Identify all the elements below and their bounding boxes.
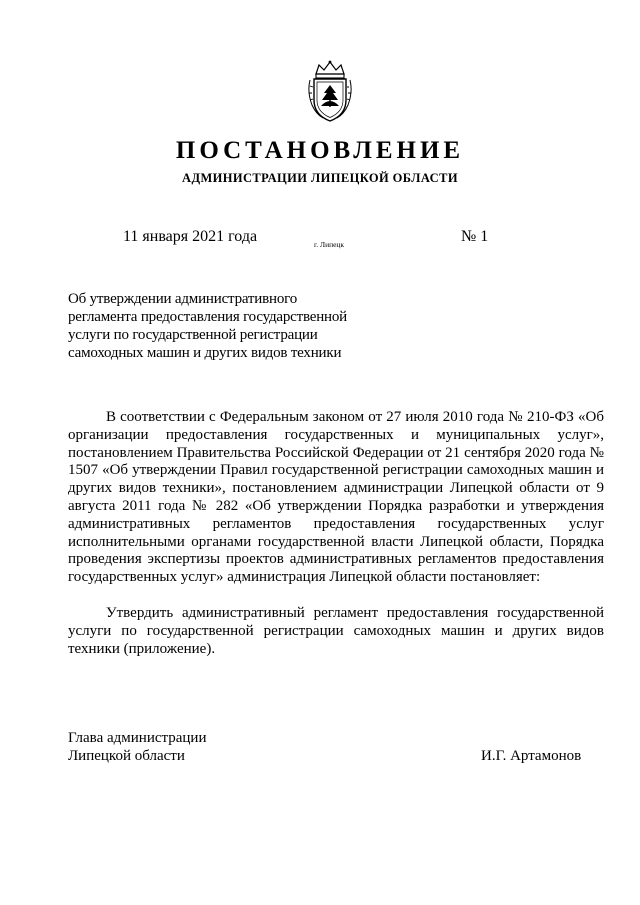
lipetsk-coat-of-arms-icon [307,60,353,124]
document-issuer: АДМИНИСТРАЦИИ ЛИПЕЦКОЙ ОБЛАСТИ [182,171,458,185]
signatory-position-line: Глава администрации [68,730,207,746]
subject-line: услуги по государственной регистрации [68,327,318,343]
subject-line: регламента предоставления государственной [68,309,347,325]
signatory-position-line: Липецкой области [68,748,185,764]
document-subject [68,290,388,362]
signatory-name: И.Г. Артамонов [481,748,582,764]
document-city: г. Липецк [314,240,345,249]
document-date: 11 января 2021 года [123,228,258,245]
signatory-position [68,729,206,765]
document-title: ПОСТАНОВЛЕНИЕ [175,137,465,164]
body-paragraph: Утвердить административный регламент предоставления государственной услуги по государственной регистрации самоходных машин и других видов техники (приложение). [68,605,604,657]
document-number: № 1 [461,228,489,245]
subject-line: Об утверждении административного [68,291,298,307]
body-paragraph: В соответствии с Федеральным законом от 27 июля 2010 года № 210-ФЗ «Об организации предоставления государственных и муниципальных услуг», постановлением Правительства Российской Федерации от 21 сентября 2020 года № 1507 «Об утверждении Правил государственной регистрации самоходных машин и других видов техники», постановлением администрации Липецкой области от 9 августа 2011 года № 282 «Об утверждении Порядка разработки и утверждения административных регламентов предоставления государственных услуг исполнительными органами государственной власти Липецкой области, Порядка проведения экспертизы проектов административных регламентов предоставления государственных услуг» администрация Липецкой области постановляет: [68,409,604,586]
subject-line: самоходных машин и других видов техники [68,345,342,361]
